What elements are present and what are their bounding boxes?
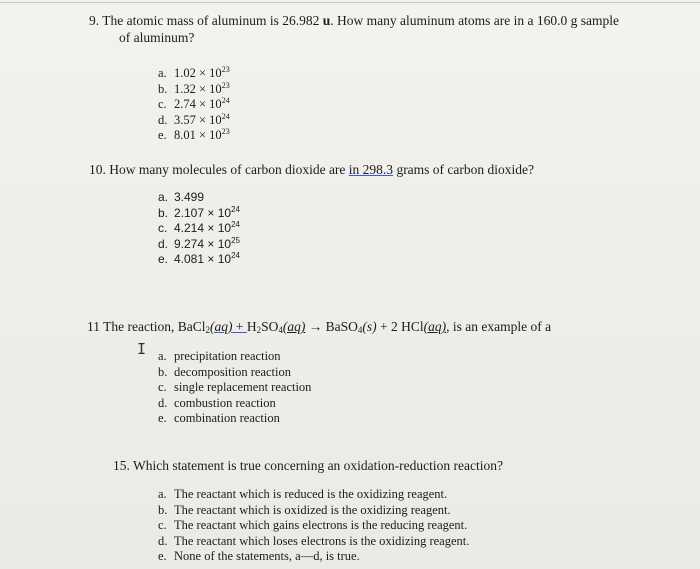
- question-11: [87, 318, 687, 335]
- question-9: [89, 12, 689, 46]
- q15-option-c: c. The reactant which gains electrons is the reducing reagent.: [158, 518, 468, 532]
- q9-option-e: e. $8.01 \times 10^{23}$: [158, 127, 230, 142]
- q11-option-c: c. single replacement reaction: [158, 380, 312, 394]
- q10-option-c: c. $4.214 \times 10^{24}$: [158, 220, 240, 235]
- question-10-options: [158, 190, 240, 268]
- q11-option-e: e. combination reaction: [158, 411, 280, 425]
- q9-option-c: c. $2.74 \times 10^{24}$: [158, 96, 230, 111]
- question-15-options: [158, 487, 469, 565]
- q15-option-d: d. The reactant which loses electrons is the oxidizing reagent.: [158, 533, 470, 548]
- question-11-stem: 11 The reaction, BaCl$_2$(aq) + $H_2SO_4(aq)$ → BaSO$_4$(s) + 2 HCl(aq), is an example of a: [87, 319, 552, 335]
- q15-option-b: b. The reactant which is oxidized is the oxidizing reagent.: [158, 502, 451, 517]
- q15-option-e: e. None of the statements, a—d, is true.: [158, 549, 360, 563]
- question-9-stem: 9. The atomic mass of aluminum is 26.982 u. How many aluminum atoms are in a 160.0 g sample of aluminum?: [89, 13, 619, 45]
- q10-option-b: b. $2.107 \times 10^{24}$: [158, 204, 240, 220]
- underlined-mass: in 298.3: [348, 162, 394, 177]
- q9-option-d: d. $3.57 \times 10^{24}$: [158, 111, 230, 127]
- page-top-rule: [0, 2, 700, 3]
- text-cursor-icon: I: [137, 340, 147, 358]
- q11-option-d: d. combustion reaction: [158, 395, 276, 410]
- q9-option-a: a. $1.02 \times 10^{23}$: [158, 65, 230, 80]
- q11-option-a: a. precipitation reaction: [158, 349, 281, 363]
- q10-option-d: d. $9.274 \times 10^{25}$: [158, 235, 240, 251]
- question-10: [89, 161, 689, 178]
- question-9-options: [158, 66, 230, 144]
- question-11-options: [158, 349, 311, 427]
- question-15-stem: 15. Which statement is true concerning an oxidation-reduction reaction?: [113, 458, 503, 473]
- q11-option-b: b. decomposition reaction: [158, 364, 291, 379]
- q9-option-b: b. $1.32 \times 10^{23}$: [158, 80, 230, 96]
- q15-option-a: a. The reactant which is reduced is the oxidizing reagent.: [158, 487, 448, 501]
- q10-option-e: e. $4.081 \times 10^{24}$: [158, 251, 240, 266]
- q10-option-a: a. 3.499: [158, 190, 205, 204]
- question-10-stem: 10. How many molecules of carbon dioxide are in 298.3 grams of carbon dioxide?: [89, 162, 535, 177]
- question-15: [113, 457, 693, 474]
